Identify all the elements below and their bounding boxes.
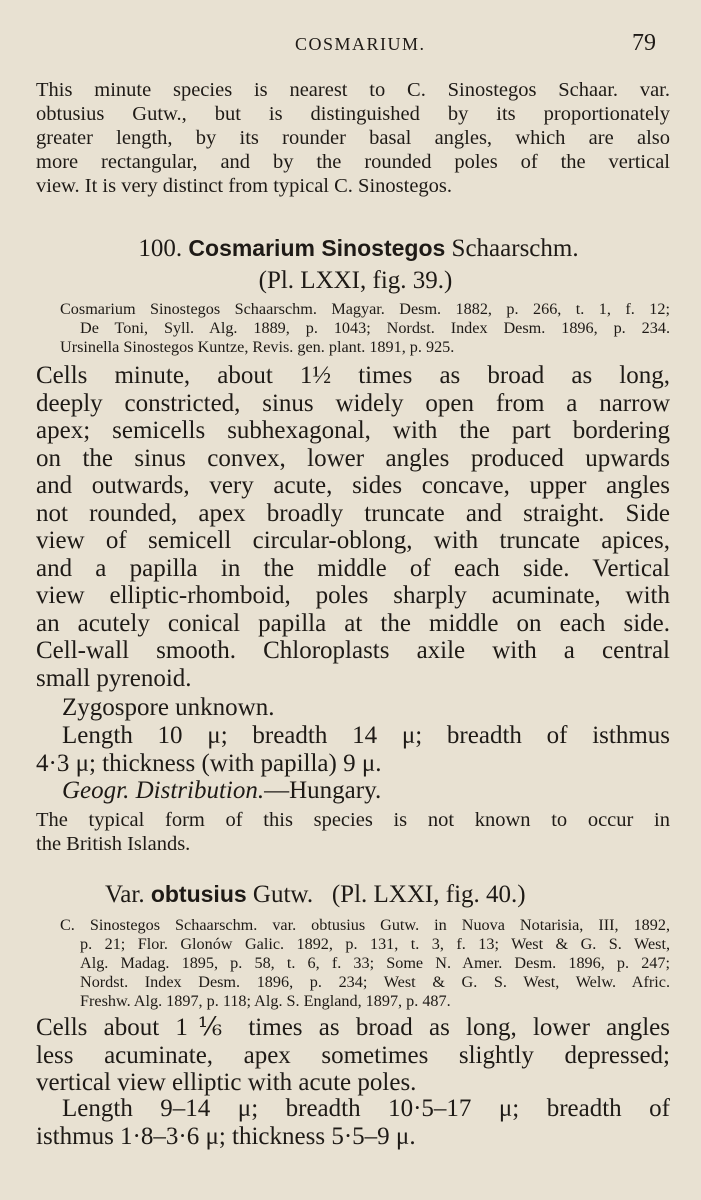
intro-paragraph — [36, 78, 670, 198]
typical-form-note — [36, 808, 670, 856]
text-line: obtusius Gutw., but is distinguished by its proportionately — [36, 103, 670, 125]
reference-line: Alg. Madag. 1895, p. 58, t. 6, f. 33; Some N. Amer. Desm. 1896, p. 247; — [80, 954, 670, 972]
page-header — [0, 28, 701, 68]
species-measurements — [36, 722, 670, 777]
species-references — [60, 300, 670, 357]
text-line: The typical form of this species is not known to occur in — [36, 809, 670, 831]
text-line: not rounded, apex broadly truncate and straight. Side — [36, 499, 670, 527]
variety-heading — [105, 878, 526, 911]
species-author: Schaarschm. — [451, 235, 579, 262]
text-line: 4·3 μ; thickness (with papilla) 9 μ. — [36, 749, 382, 777]
distribution-label: Geogr. Distribution. — [62, 777, 265, 804]
text-line: Length 9–14 μ; breadth 10·5–17 μ; breadth of — [62, 1095, 670, 1122]
text-line: view of semicell circular-oblong, with truncate apices, — [36, 527, 670, 554]
text-line: deeply constricted, sinus widely open from a narrow — [36, 389, 670, 417]
text-line: more rectangular, and by the rounded poles of the vertical — [36, 151, 670, 173]
variety-measurements — [36, 1095, 670, 1150]
text-line: and a papilla in the middle of each side. Vertical — [36, 554, 670, 582]
text-line: Length 10 μ; breadth 14 μ; breadth of isthmus — [62, 722, 670, 749]
variety-plate: (Pl. LXXI, fig. 40.) — [331, 881, 526, 908]
text-line: Cells about 1⅙ times as broad as long, lower angles — [36, 1014, 670, 1041]
text-line: less acuminate, apex sometimes slightly depressed; — [36, 1041, 670, 1069]
text-line: an acutely conical papilla at the middle on each side. — [36, 609, 670, 637]
text-line: view. It is very distinct from typical C. Sinostegos. — [36, 175, 453, 197]
reference-line: p. 21; Flor. Glonów Galic. 1892, p. 131, t. 3, f. 13; West & G. S. West, — [80, 935, 670, 953]
text-line: vertical view elliptic with acute poles. — [36, 1069, 417, 1096]
variety-description — [36, 1014, 670, 1097]
distribution-value: —Hungary. — [264, 777, 382, 804]
variety-author: Gutw. — [252, 881, 314, 908]
species-description — [36, 362, 670, 692]
geographic-distribution — [62, 777, 672, 805]
species-number: 100. — [138, 235, 183, 262]
text-line: and outwards, very acute, sides concave, upper angles — [36, 472, 670, 499]
text-line: apex; semicells subhexagonal, with the part bordering — [36, 417, 670, 444]
variety-references — [60, 916, 670, 1011]
species-name: Cosmarium Sinostegos — [188, 235, 446, 261]
variety-name: obtusius — [150, 881, 247, 907]
reference-line: C. Sinostegos Schaarschm. var. obtusius Gutw. in Nuova Notarisia, III, 1892, — [60, 916, 670, 934]
text-line: greater length, by its rounder basal angles, which are also — [36, 127, 670, 149]
text-line: on the sinus convex, lower angles produced upwards — [36, 444, 670, 472]
zygospore-note: Zygospore unknown. — [62, 694, 275, 721]
text-line: small pyrenoid. — [36, 664, 192, 692]
running-head: COSMARIUM. — [295, 34, 426, 54]
text-line: isthmus 1·8–3·6 μ; thickness 5·5–9 μ. — [36, 1122, 416, 1150]
text-line: view elliptic-rhomboid, poles sharply acuminate, with — [36, 582, 670, 609]
species-plate: (Pl. LXXI, fig. 39.) — [258, 267, 453, 294]
reference-line: De Toni, Syll. Alg. 1889, p. 1043; Nordst. Index Desm. 1896, p. 234. — [80, 319, 670, 337]
variety-prefix: Var. — [105, 881, 145, 908]
reference-line: Ursinella Sinostegos Kuntze, Revis. gen. plant. 1891, p. 925. — [60, 338, 455, 356]
reference-line: Freshw. Alg. 1897, p. 118; Alg. S. England, 1897, p. 487. — [80, 992, 451, 1010]
text-line: This minute species is nearest to C. Sinostegos Schaar. var. — [36, 79, 670, 101]
text-line: Cell-wall smooth. Chloroplasts axile with a central — [36, 637, 670, 664]
reference-line: Cosmarium Sinostegos Schaarschm. Magyar. Desm. 1882, p. 266, t. 1, f. 12; — [60, 300, 670, 318]
reference-line: Nordst. Index Desm. 1896, p. 234; West & G. S. West, Welw. Afric. — [80, 973, 670, 991]
text-line: the British Islands. — [36, 833, 191, 855]
text-line: Cells minute, about 1½ times as broad as long, — [36, 362, 670, 389]
species-heading — [0, 232, 701, 297]
page-number: 79 — [632, 30, 656, 56]
